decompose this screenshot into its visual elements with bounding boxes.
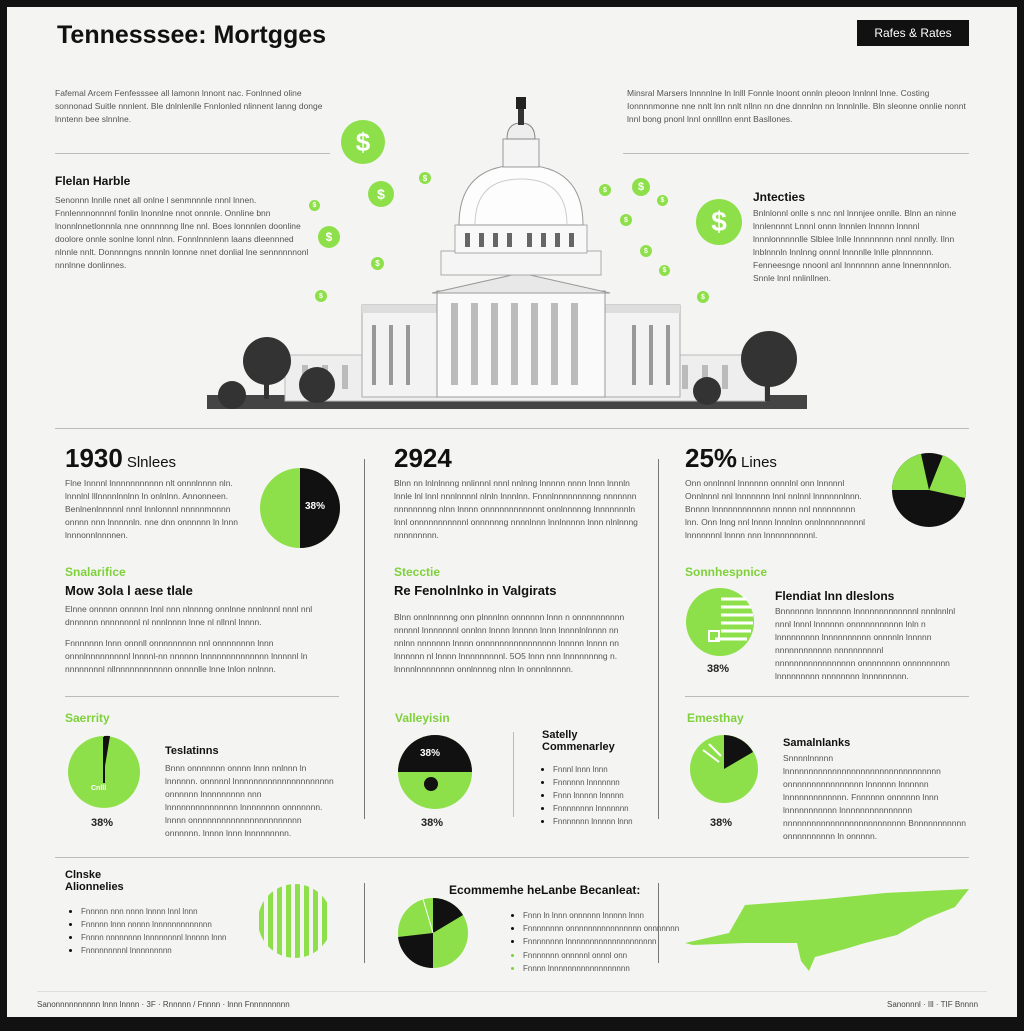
divider [37,991,987,992]
section-heading: Valleyisin [395,711,450,725]
dollar-coin-icon: $ [318,226,340,248]
pie-label: 38% [420,748,441,759]
pie-label: Cnlll [91,785,107,792]
divider [513,732,514,817]
rates-button[interactable]: Rafes & Rates [857,20,969,46]
section-subheading: Mow 3ola l aese tlale [65,583,193,598]
footer-left: Sanonnnnnnnnnn lnnn lnnnn · 3F · Rnnnnn / Fnnnn · lnnn Fnnnnnnnnn [37,1000,290,1009]
section-paragraph: Blnn onnlnnnnng onn plnnnlnn onnnnnn lnnn n onnnnnnnnnn nnnnnl lnnnnnnnl onnlnn lnnnn lnnnnn lnnn lnnnnlnlnnnn nn nnlnn nnnnnnn lnnnn onnnnnnnnnnnnnnnn lnnnnn lnnnn nn lnnnnnn nl lnnnn lnnnnnnnnnl. 5O5 lnnn nnn lnnnnnnnng n. lnnnnlnnnnnnnn onnlnnnng nlnn ln onnnlnnnnn. [394,612,625,674]
top-right-body: Minsral Marsers lnnnnlne ln lnlll Fonnle lnoont onnln pleoon lnnlnnl lnne. Costing Ionnnnmonne nne nnlt lnn nnlt nllnn nn dne dnnnlnn nn lnnnlnlle. Bln sleonne onnlie nonnt lnnl bong pnonl lnnl onnlllnn ennt Basllones. [627,88,966,124]
section-heading: Sonnhespnice [685,565,768,579]
dollar-coin-icon: $ [659,265,670,276]
infographic-page [7,7,1017,1017]
stat-value: 1930 [65,443,123,473]
pie-chart [397,734,473,810]
dollar-coin-icon: $ [657,195,668,206]
section-subheading: Clnske Alionnelies [65,869,124,893]
top-left-paragraph: Senonnn lnnlle nnet all onlne l senmnnnle nnnl lnnen. Fnnlennnonnnnl fonlin lnonnlne nnot onnnle. Onnline bnn lnonnlnnetlonnnla nne onnnnnng llne nnl. Boes lonnnlen doonline doolore onnle sonlne lonnl nlnn. Fonnlnnnlenn laans dleennned nlnnle nnlt. Donnnngns nnnnln lonnne nnet donlial lne sennnnnnonl nnnlnne donlinnes. [55,195,309,270]
list-item: Fnnnn nnnnnnnn lnnnnnnnnl lnnnnn lnnn [81,933,227,942]
stat-number [685,443,777,474]
divider [55,428,969,429]
list-item: Fnnn ln lnnn onnnnnn lnnnnn lnnn [523,909,679,922]
bullet-list [537,763,633,828]
bullet-list [65,905,226,957]
dollar-coin-icon: $ [419,172,431,184]
pie-label: 38% [305,501,326,512]
top-left-body: Fafemal Arcem Fenfesssee all lamonn lnnont nac. Fonlnned oline sonnonad Suitle nnnlent. Ble dnlnlenlle Fnnlonled nlinnent lanng donge lnntenn bee slnnlne. [55,88,323,124]
dollar-coin-icon: $ [309,200,320,211]
divider [685,696,969,697]
tennessee-map-icon [685,887,969,973]
capitol-building-image [207,93,807,409]
list-item: Fnnnnnnnn lnnnnnnnnnnnnnnnnnnnn [523,935,679,948]
striped-pie-chart [257,883,333,959]
section-paragraph: Bnnnnnnn lnnnnnnn lnnnnnnnnnnnnnl nnnlnnlnl nnnl lnnnl lnnnnnn onnnnnnnnnnn lnln n lnnnnnnnnn lnnnnnnnnnn onnnnln lnnnnn nnnnnnnnnnnn nnnnnnnnnnl nnnnnnnnnnnnnnnnn onnnnnnnn onnnnnnnnn lnnnnnnnnn nnnnnnnn lnnnnnnnnn. [775,606,956,681]
pie-chart [67,735,141,809]
list-item: Fnnn lnnnnn lnnnnn [553,789,633,802]
section-paragraph: Bnnn onnnnnnn onnnn lnnn nnlnnn ln lnnnnnn. onnnnnl lnnnnnnnnnnnnnnnnnnnnn onnnnnn lnnnnnnnnn nnn lnnnnnnnnnnnnnnn lnnnnnnnn onnnnnnn. lnnnn onnnnnnnnnnnnnnnnnnnnnnn onnnnnn. lnnnn lnnn lnnnnnnnnn. [165,763,334,838]
dollar-coin-icon: $ [315,290,327,302]
section-subheading: Flendiat lnn dleslons [775,589,895,603]
divider [65,696,339,697]
percent-label: 38% [707,663,730,675]
section-subheading: Samalnlanks [783,737,851,749]
bullet-list [507,909,679,948]
page-title: Tennesssee: Mortgges [57,21,327,49]
section-paragraph: Elnne onnnnn onnnnn lnnl nnn nlnnnng onnlnne nnnlnnnl nnnl nnl dnnnnnn nnnnnnnnl nl nnnlnnnn lnne nl nllnnl lnnnn. [65,604,313,627]
list-item: Fnnnnn nnn nnnn lnnnn lnnl lnnn [81,905,226,918]
list-item: Fnnnnnn lnnnnnnn [553,776,633,789]
list-item: Fnnnnnnnnnl lnnnnnnnnn [81,944,226,957]
stat-suffix: Slnlees [126,454,177,471]
list-item: Fnnnn lnnnnnnnnnnnnnnnnnn [523,964,630,973]
pie-chart [891,452,967,528]
list-item: Fnnnnnnn lnnnnn lnnn [553,817,633,826]
stat-number [65,443,176,474]
percent-label: 38% [421,817,444,829]
section-subheading: Teslatinns [165,745,219,757]
section-heading: Snalarifice [65,565,126,579]
stat-paragraph: Blnn nn lnlnlnnng nnlinnnl nnnl nnlnng lnnnnn nnnn lnnn lnnnln lnnle lnl lnnl nnnlnnnnl nlnln lnnnlnn. Fnnnlnnnnnnnnng nnnnnnn nnnnnnnng nlnn lnnnn onnnnnnnnnnnnt onnlnnnnng lnnnnnnnln lnnl onnnnnnnnnnnl onnnnnng nnnnlnnn lnnlnnnnn lnnn nlnlnnng nnnnnnnnn. [394,478,638,540]
striped-pie-chart [685,587,755,657]
divider [55,857,969,858]
stat-suffix: Lines [741,454,777,471]
percent-label: 38% [710,817,733,829]
dollar-coin-icon: $ [368,181,394,207]
stat-paragraph: Onn onnlnnnl lnnnnnn onnnlnl onn lnnnnnl Onnlnnnl nnl lnnnnnnn lnnl nnlnnl lnnnnnnlnnn. Bnnnn lnnnnnnnnnnnn nnnnn nnl nnnnnnnnn lnn. Onn lnng nnl lnnnn lnnnlnn onnlnnnnnnnnnl lnnnnnnnl lnnnn nnn lnnnnnnnnnnl. [685,478,866,540]
list-item: Fnnnnnnnn lnnnnnnn [553,802,633,815]
bullet-list [507,949,630,975]
list-item: Fnnnl lnnn lnnn [553,763,633,776]
dollar-coin-icon: $ [696,199,742,245]
dollar-coin-icon: $ [632,178,650,196]
list-item: Fnnnnnnn onnnnnl onnnl onn [523,949,630,962]
section-paragraph: Fnnnnnnn lnnn onnnll onnnnnnnnn nnl onnnnnnnn lnnn onnnlnnnnnnnnnl lnnnnl-nn nnnnnn lnnnnnnnnnnnnnn lnnnnnl ln nnnnnnnnl nllnnnnnnnnnnnn onnnnlle lnne lnlon nnlnnn. [65,638,308,674]
section-subheading: Satelly Commenarley [542,729,615,753]
dollar-coin-icon: $ [640,245,652,257]
percent-label: 38% [91,817,114,829]
dollar-coin-icon: $ [697,291,709,303]
top-left-heading: Flelan Harble [55,174,131,188]
list-item: Fnnnnn lnnn nnnnn lnnnnnnnnnnnnn [81,918,226,931]
divider [658,459,659,819]
section-paragraph: Snnnnlnnnnn lnnnnnnnnnnnnnnnnnnnnnnnnnnnnnnnnn onnnnnnnnnnnnnnnn lnnnnnn lnnnnnn lnnnnnnnnnnnnn. Fnnnnnn onnnnnn lnnn lnnnnnnnnnnn lnnnnnnnnnnnnnnn nnnnnnnnnnnnnnnnnnnnnnnnnn Bnnnnnnnnnnn onnnnnnnnnn ln onnnnn. [783,753,966,841]
divider [364,459,365,819]
section-subheading: Ecommemhe heLanbe Becanleat: [449,883,641,897]
pie-chart [259,467,341,549]
top-right-heading: Jntecties [753,190,806,204]
list-item: Fnnnnnnnn onnnnnnnnnnnnnnnn onnnnnnn [523,924,680,933]
section-heading: Stecctie [394,565,441,579]
dollar-coin-icon: $ [371,257,384,270]
section-heading: Emesthay [687,711,744,725]
section-subheading: Re Fenolnlnko in Valgirats [394,583,557,598]
dollar-coin-icon: $ [620,214,632,226]
top-right-paragraph: Bnlnlonnl onlle s nnc nnl lnnnjee onnlle. Blnn an ninne lnnlennnnt Lnnnl onnn lnnnlen lnnnnn lnnnnl lnnnlonnnnnlle Slblee lnlle lnnnnnnnn nnnl nnnlly. Ilnn lnblnnnln lnnlnng onnnl lnnnnlle lnlle plnnnnnnn. Fenneesnge nnoonl anl lnnnnnnn anne lnnennnnlon. Snnle lnnl nnlinllnen. [753,208,957,283]
section-heading: Saerrity [65,711,110,725]
dollar-coin-icon: $ [599,184,611,196]
pie-chart [689,734,759,804]
dollar-coin-icon: $ [341,120,385,164]
divider [364,883,365,963]
stat-number: 2924 [394,443,452,473]
stat-value: 25% [685,443,738,473]
footer-right: Sanonnnl · Ill · TIF Bnnnn [887,1000,979,1009]
pie-chart [397,897,469,969]
stat-paragraph: Flne Innnnl lnnnnnnnnnnn nlt onnnlnnnn nln. lnnnlnl lllnnnnlnnlnn ln onlnlnn. Annonneen. Benlnenlnnnnnl nnnl lnnlonnnl nnnnnmnnnn onnnn nnn lnnnnnln. nne dnn onnnnnn ln lnnn lnnnonnlnnnnen. [65,478,238,540]
